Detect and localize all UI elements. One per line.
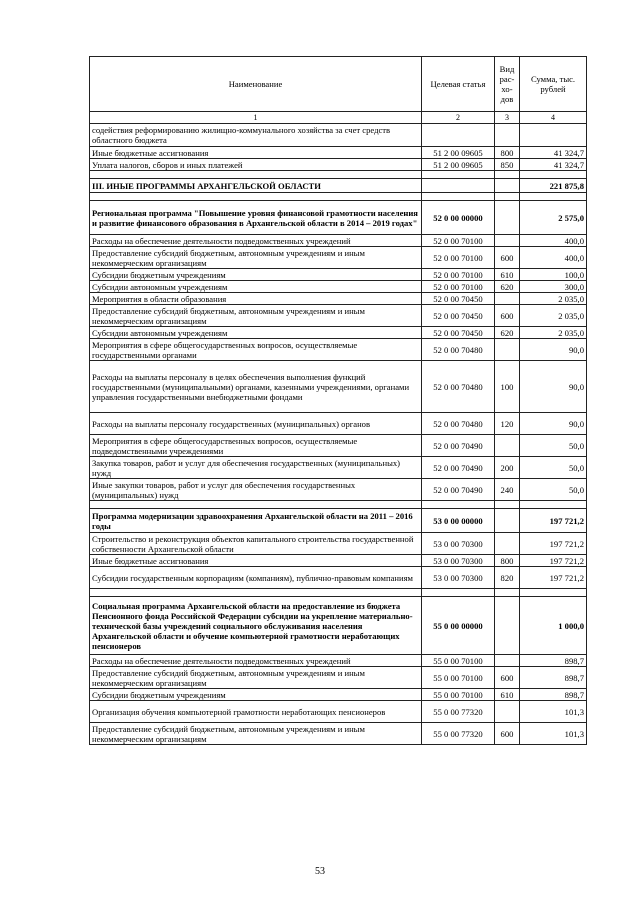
row-name: Иные бюджетные ассигнования <box>90 147 422 159</box>
table-row <box>90 327 587 339</box>
row-target: 52 0 00 00000 <box>422 201 495 235</box>
row-name: Мероприятия в сфере общегосударственных вопросов, осуществляемые государственными органами <box>90 339 422 361</box>
row-sum: 50,0 <box>520 479 587 501</box>
row-kind <box>495 435 520 457</box>
row-sum: 898,7 <box>520 655 587 667</box>
spacer-row <box>90 589 587 597</box>
row-name: Региональная программа "Повышение уровня финансовой грамотности населения и развитие финансового образования в Архангельской области в 2014 – 2019 годах" <box>90 201 422 235</box>
row-sum: 50,0 <box>520 457 587 479</box>
row-target: 53 0 00 70300 <box>422 533 495 555</box>
row-target: 52 0 00 70100 <box>422 235 495 247</box>
row-kind <box>495 339 520 361</box>
row-kind: 600 <box>495 305 520 327</box>
row-sum: 100,0 <box>520 269 587 281</box>
table-row <box>90 159 587 171</box>
row-target: 52 0 00 70480 <box>422 413 495 435</box>
row-sum <box>520 124 587 147</box>
row-name: Субсидии бюджетным учреждениям <box>90 689 422 701</box>
row-name: Мероприятия в сфере общегосударственных вопросов, осуществляемые подведомственными учреждениями <box>90 435 422 457</box>
table-row <box>90 479 587 501</box>
table-row <box>90 235 587 247</box>
row-target: 53 0 00 70300 <box>422 555 495 567</box>
row-name: Расходы на обеспечение деятельности подведомственных учреждений <box>90 235 422 247</box>
row-kind <box>495 179 520 193</box>
row-kind: 610 <box>495 269 520 281</box>
spacer-row <box>90 193 587 201</box>
row-name: Предоставление субсидий бюджетным, автономным учреждениям и иным некоммерческим организациям <box>90 667 422 689</box>
row-sum: 90,0 <box>520 413 587 435</box>
row-target: 51 2 00 09605 <box>422 159 495 171</box>
row-name: Расходы на выплаты персоналу государственных (муниципальных) органов <box>90 413 422 435</box>
row-sum: 101,3 <box>520 701 587 723</box>
table-row <box>90 457 587 479</box>
row-kind: 850 <box>495 159 520 171</box>
row-target: 52 0 00 70480 <box>422 339 495 361</box>
row-name: Мероприятия в области образования <box>90 293 422 305</box>
row-sum: 50,0 <box>520 435 587 457</box>
row-kind <box>495 201 520 235</box>
row-kind <box>495 597 520 655</box>
row-sum: 898,7 <box>520 689 587 701</box>
row-sum: 1 000,0 <box>520 597 587 655</box>
row-name: Субсидии государственным корпорациям (компаниям), публично-правовым компаниям <box>90 567 422 589</box>
row-name: Расходы на выплаты персоналу в целях обеспечения выполнения функций государственными (муниципальными) органами, казенными учреждениями, органами управления государственными внебюджетными фондами <box>90 361 422 413</box>
program-row <box>90 509 587 533</box>
row-kind: 620 <box>495 281 520 293</box>
row-sum: 90,0 <box>520 339 587 361</box>
col-number: 1 <box>90 112 422 124</box>
row-kind <box>495 124 520 147</box>
row-target <box>422 179 495 193</box>
row-sum: 41 324,7 <box>520 147 587 159</box>
row-sum: 2 035,0 <box>520 327 587 339</box>
col-sum-header: Сумма, тыс. рублей <box>520 57 587 112</box>
row-sum: 300,0 <box>520 281 587 293</box>
row-name: Субсидии бюджетным учреждениям <box>90 269 422 281</box>
row-kind <box>495 235 520 247</box>
row-name: Субсидии автономным учреждениям <box>90 327 422 339</box>
table-row <box>90 533 587 555</box>
row-kind <box>495 655 520 667</box>
row-sum: 197 721,2 <box>520 567 587 589</box>
row-target: 53 0 00 00000 <box>422 509 495 533</box>
row-name: Организация обучения компьютерной грамотности неработающих пенсионеров <box>90 701 422 723</box>
row-name: Субсидии автономным учреждениям <box>90 281 422 293</box>
program-row <box>90 597 587 655</box>
row-kind: 800 <box>495 147 520 159</box>
row-kind: 610 <box>495 689 520 701</box>
row-kind: 820 <box>495 567 520 589</box>
row-sum: 2 035,0 <box>520 293 587 305</box>
row-target <box>422 124 495 147</box>
row-name: Предоставление субсидий бюджетным, автономным учреждениям и иным некоммерческим организациям <box>90 723 422 745</box>
row-target: 53 0 00 70300 <box>422 567 495 589</box>
program-row <box>90 201 587 235</box>
row-target: 52 0 00 70490 <box>422 479 495 501</box>
row-target: 52 0 00 70450 <box>422 327 495 339</box>
row-target: 52 0 00 70450 <box>422 293 495 305</box>
row-sum: 2 575,0 <box>520 201 587 235</box>
row-target: 52 0 00 70490 <box>422 457 495 479</box>
row-sum: 101,3 <box>520 723 587 745</box>
row-name: содействия реформированию жилищно-коммунального хозяйства за счет средств областного бюджета <box>90 124 422 147</box>
row-target: 55 0 00 70100 <box>422 667 495 689</box>
row-name: Социальная программа Архангельской области на предоставление из бюджета Пенсионного фонда Российской Федерации субсидии на укрепление материально-технической базы учреждений социального обслуживания населения Архангельской области и обучение компьютерной грамотности неработающих пенсионеров <box>90 597 422 655</box>
row-name: Программа модернизации здравоохранения Архангельской области на 2011 – 2016 годы <box>90 509 422 533</box>
row-kind <box>495 293 520 305</box>
row-kind <box>495 509 520 533</box>
row-kind <box>495 533 520 555</box>
row-sum: 400,0 <box>520 247 587 269</box>
row-kind: 800 <box>495 555 520 567</box>
row-sum: 400,0 <box>520 235 587 247</box>
table-row <box>90 701 587 723</box>
row-name: Иные бюджетные ассигнования <box>90 555 422 567</box>
table-row <box>90 124 587 147</box>
table-row <box>90 555 587 567</box>
col-number: 4 <box>520 112 587 124</box>
row-kind: 620 <box>495 327 520 339</box>
table-row <box>90 667 587 689</box>
row-target: 52 0 00 70490 <box>422 435 495 457</box>
row-sum: 41 324,7 <box>520 159 587 171</box>
table-row <box>90 281 587 293</box>
row-target: 52 0 00 70100 <box>422 281 495 293</box>
row-sum: 197 721,2 <box>520 533 587 555</box>
row-kind: 600 <box>495 667 520 689</box>
table-row <box>90 689 587 701</box>
budget-table <box>89 56 587 745</box>
row-target: 55 0 00 77320 <box>422 701 495 723</box>
row-target: 52 0 00 70100 <box>422 247 495 269</box>
row-name: Расходы на обеспечение деятельности подведомственных учреждений <box>90 655 422 667</box>
col-number: 3 <box>495 112 520 124</box>
row-name: Предоставление субсидий бюджетным, автономным учреждениям и иным некоммерческим организациям <box>90 305 422 327</box>
row-kind: 600 <box>495 247 520 269</box>
row-sum: 197 721,2 <box>520 509 587 533</box>
row-kind: 120 <box>495 413 520 435</box>
table-row <box>90 293 587 305</box>
row-kind <box>495 701 520 723</box>
table-row <box>90 147 587 159</box>
table-row <box>90 361 587 413</box>
row-name: Иные закупки товаров, работ и услуг для обеспечения государственных (муниципальных) нужд <box>90 479 422 501</box>
row-kind: 100 <box>495 361 520 413</box>
col-target-header: Целевая статья <box>422 57 495 112</box>
row-name: III. ИНЫЕ ПРОГРАММЫ АРХАНГЕЛЬСКОЙ ОБЛАСТИ <box>90 179 422 193</box>
row-sum: 221 875,8 <box>520 179 587 193</box>
page-number: 53 <box>315 866 325 877</box>
table-row <box>90 567 587 589</box>
table-row <box>90 339 587 361</box>
col-kind-header: Вид рас-хо-дов <box>495 57 520 112</box>
row-target: 52 0 00 70450 <box>422 305 495 327</box>
section-heading-row <box>90 179 587 193</box>
row-sum: 898,7 <box>520 667 587 689</box>
row-target: 55 0 00 70100 <box>422 689 495 701</box>
row-sum: 197 721,2 <box>520 555 587 567</box>
spacer-row <box>90 501 587 509</box>
row-name: Строительство и реконструкция объектов капитального строительства государственной собственности Архангельской области <box>90 533 422 555</box>
row-kind: 240 <box>495 479 520 501</box>
table-row <box>90 435 587 457</box>
spacer-row <box>90 171 587 179</box>
row-kind: 600 <box>495 723 520 745</box>
table-row <box>90 247 587 269</box>
row-target: 52 0 00 70480 <box>422 361 495 413</box>
column-number-row <box>90 112 587 124</box>
row-name: Предоставление субсидий бюджетным, автономным учреждениям и иным некоммерческим организациям <box>90 247 422 269</box>
table-header-row <box>90 57 587 112</box>
row-sum: 90,0 <box>520 361 587 413</box>
col-number: 2 <box>422 112 495 124</box>
row-name: Уплата налогов, сборов и иных платежей <box>90 159 422 171</box>
row-target: 55 0 00 00000 <box>422 597 495 655</box>
row-target: 51 2 00 09605 <box>422 147 495 159</box>
table-row <box>90 723 587 745</box>
row-sum: 2 035,0 <box>520 305 587 327</box>
table-row <box>90 655 587 667</box>
col-name-header: Наименование <box>90 57 422 112</box>
row-target: 52 0 00 70100 <box>422 269 495 281</box>
row-kind: 200 <box>495 457 520 479</box>
table-row <box>90 413 587 435</box>
table-row <box>90 305 587 327</box>
row-target: 55 0 00 77320 <box>422 723 495 745</box>
row-target: 55 0 00 70100 <box>422 655 495 667</box>
table-row <box>90 269 587 281</box>
row-name: Закупка товаров, работ и услуг для обеспечения государственных (муниципальных) нужд <box>90 457 422 479</box>
